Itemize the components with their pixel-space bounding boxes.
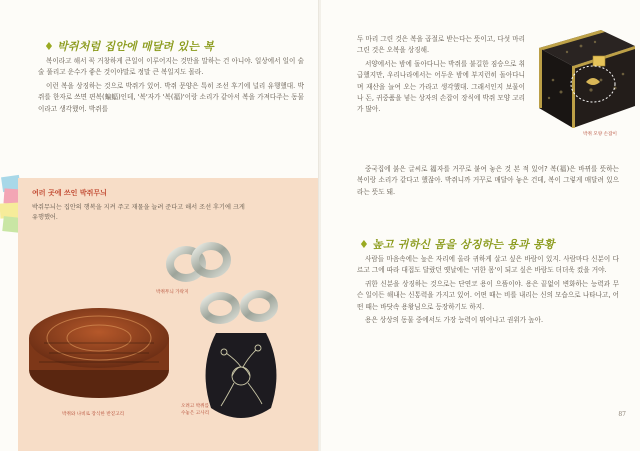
paragraph: 복이라고 해서 꼭 거창하게 큰일이 이루어지는 것만을 말하는 건 아니야. 일상에서 일이 술술 풀리고 운수가 좋은 것이야말로 정말 큰 복일지도 몰라. (38, 57, 304, 77)
box-text: 박쥐무늬는 집안의 행복을 지켜 주고 재물을 늘려 준다고 해서 조선 후기에 크게 유행했어. (32, 204, 245, 221)
caption-pouch-line-2: 수놓은 고사리 (180, 410, 210, 416)
right-body-text-1 (357, 34, 525, 116)
caption-rings: 박쥐무늬 가락지 (156, 290, 189, 295)
info-box (18, 178, 318, 451)
paragraph: 두 마리 그린 것은 복을 곱절로 받는다는 뜻이고, 다섯 마리 그린 것은 오복을 상징해. (357, 35, 525, 55)
caption-chest: 박쥐 모양 손잡이 (583, 132, 617, 137)
sewing-box-image (24, 298, 174, 408)
paragraph: 귀한 신분을 상징하는 것으로는 단연코 용이 으뜸이야. 용은 끝없이 변화하는 능력과 무슨 일이든 해내는 신통력을 가지고 있어. 어떤 때는 비를 내리는 신의 모습으로 나타나고, 어떤 때는 바닷속 용왕님으로 등장하기도 하지. (357, 279, 619, 311)
lacquer-chest-image (531, 18, 637, 128)
caption-pouch-line-1: 오려고 박쥐를 (180, 404, 210, 409)
heading-text: 박쥐처럼 집안에 매달려 있는 복 (57, 40, 214, 53)
heading-bat-fortune (44, 38, 214, 54)
heading-bullet-icon: ♦ (44, 40, 55, 53)
heading-bullet-icon: ♦ (359, 238, 370, 251)
paragraph: 용은 상상의 동물 중에서도 가장 능력이 뛰어나고 권위가 높아. (365, 316, 544, 325)
paragraph: 사람들 마음속에는 높은 자리에 올라 귀하게 살고 싶은 바람이 있지. 사람마다 신분이 다르고 그에 따라 대접도 달랐던 옛날에는 '귀한 몸'이 되고 싶은 바람도 더더욱 컸을 거야. (357, 255, 619, 275)
heading-dragon-phoenix (359, 236, 555, 252)
right-body-text-2 (357, 164, 619, 198)
paragraph: 이런 복을 상징하는 것으로 박쥐가 있어. 박쥐 문양은 특히 조선 후기에 널리 유행했대. 박쥐를 한자로 쓰면 편복(蝙蝠)인데, '복'자가 '복(福)'이랑 소리가 같아서 복을 가져다주는 동물이라고 생각했어. 박쥐를 (38, 81, 304, 113)
box-title: 여러 곳에 쓰인 박쥐무늬 (32, 189, 107, 197)
caption-sewing-box: 박쥐와 나비로 장식한 반짇고리 (62, 412, 125, 417)
left-body-text (38, 56, 304, 115)
paragraph: 서양에서는 밤에 돌아다니는 박쥐를 불길한 짐승으로 취급했지만, 우리나라에서는 어두운 밤에 부지런히 돌아다니며 재산을 늘여 오는 가라고 생각했대. 그래서인지 보물이나 돈, 귀중품을 넣는 상자의 손잡이 장식에 박쥐 모양 고리가 많아. (357, 59, 525, 114)
right-body-text-3 (357, 254, 619, 326)
page-number: 87 (618, 411, 626, 418)
left-page (0, 0, 319, 451)
caption-pouch (180, 404, 210, 417)
heading-text: 높고 귀하신 몸을 상징하는 용과 봉황 (372, 238, 555, 251)
paragraph: 중국집에 붉은 글씨로 福자를 거꾸로 붙여 놓은 것 본 적 있어? 복(福)은 바뀌를 뜻하는 복이랑 소리가 같다고 했잖아. 박쥐니까 거꾸로 매달아 놓은 건데, 복이 그렇게 매달려 있으라는 뜻도 돼. (357, 165, 619, 196)
right-page (321, 0, 640, 451)
